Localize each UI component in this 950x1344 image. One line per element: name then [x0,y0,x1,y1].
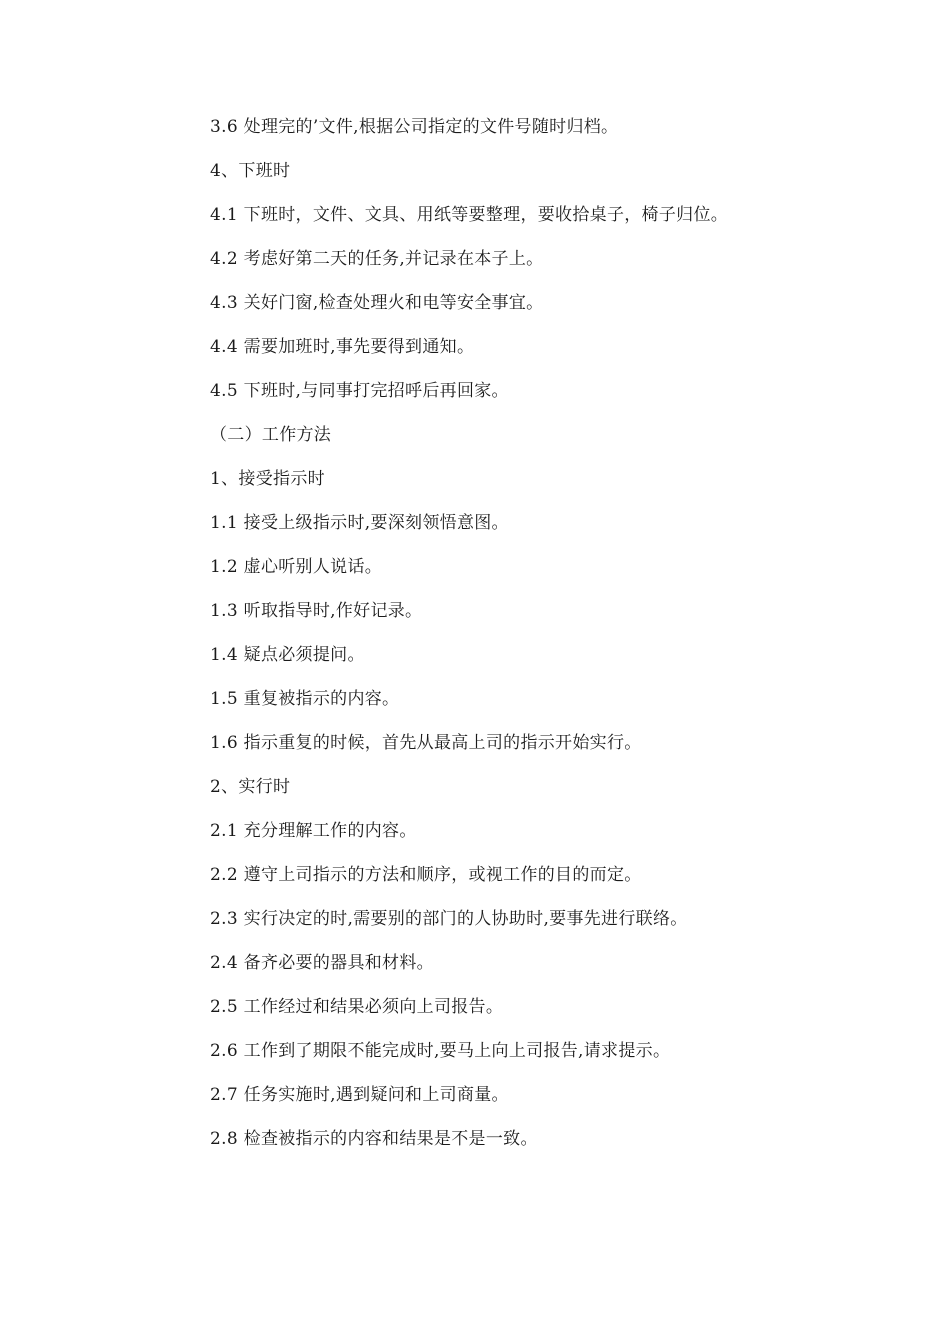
document-line: 4.4 需要加班时,事先要得到通知。 [210,337,475,357]
document-line: 2.3 实行决定的时,需要别的部门的人协助时,要事先进行联络。 [210,909,688,929]
document-line: 2.1 充分理解工作的内容。 [210,821,417,841]
section-heading: 2、实行时 [210,777,291,797]
document-line: 4.2 考虑好第二天的任务,并记录在本子上。 [210,249,544,269]
document-line: 1.5 重复被指示的内容。 [210,689,400,709]
document-line: 4.5 下班时,与同事打完招呼后再回家。 [210,381,509,401]
document-line: 2.2 遵守上司指示的方法和顺序，或视工作的目的而定。 [210,865,642,885]
document-line: 1.6 指示重复的时候，首先从最高上司的指示开始实行。 [210,733,642,753]
document-line: 1.4 疑点必须提问。 [210,645,365,665]
document-line: 4.3 关好门窗,检查处理火和电等安全事宜。 [210,293,544,313]
section-heading: 1、接受指示时 [210,469,325,489]
document-line: 4.1 下班时，文件、文具、用纸等要整理，要收拾桌子，椅子归位。 [210,205,729,225]
document-line: 1.3 听取指导时,作好记录。 [210,601,423,621]
document-line: 1.2 虚心听别人说话。 [210,557,383,577]
document-line: 2.8 检查被指示的内容和结果是不是一致。 [210,1129,538,1149]
document-line: 3.6 处理完的’文件,根据公司指定的文件号随时归档。 [210,117,619,137]
document-line: 2.6 工作到了期限不能完成时,要马上向上司报告,请求提示。 [210,1041,671,1061]
document-line: 2.5 工作经过和结果必须向上司报告。 [210,997,504,1017]
chapter-heading: （二）工作方法 [210,425,332,445]
document-line: 1.1 接受上级指示时,要深刻领悟意图。 [210,513,509,533]
document-line: 2.4 备齐必要的器具和材料。 [210,953,434,973]
document-line: 2.7 任务实施时,遇到疑问和上司商量。 [210,1085,509,1105]
document-body [210,112,910,1168]
section-heading: 4、下班时 [210,161,291,181]
